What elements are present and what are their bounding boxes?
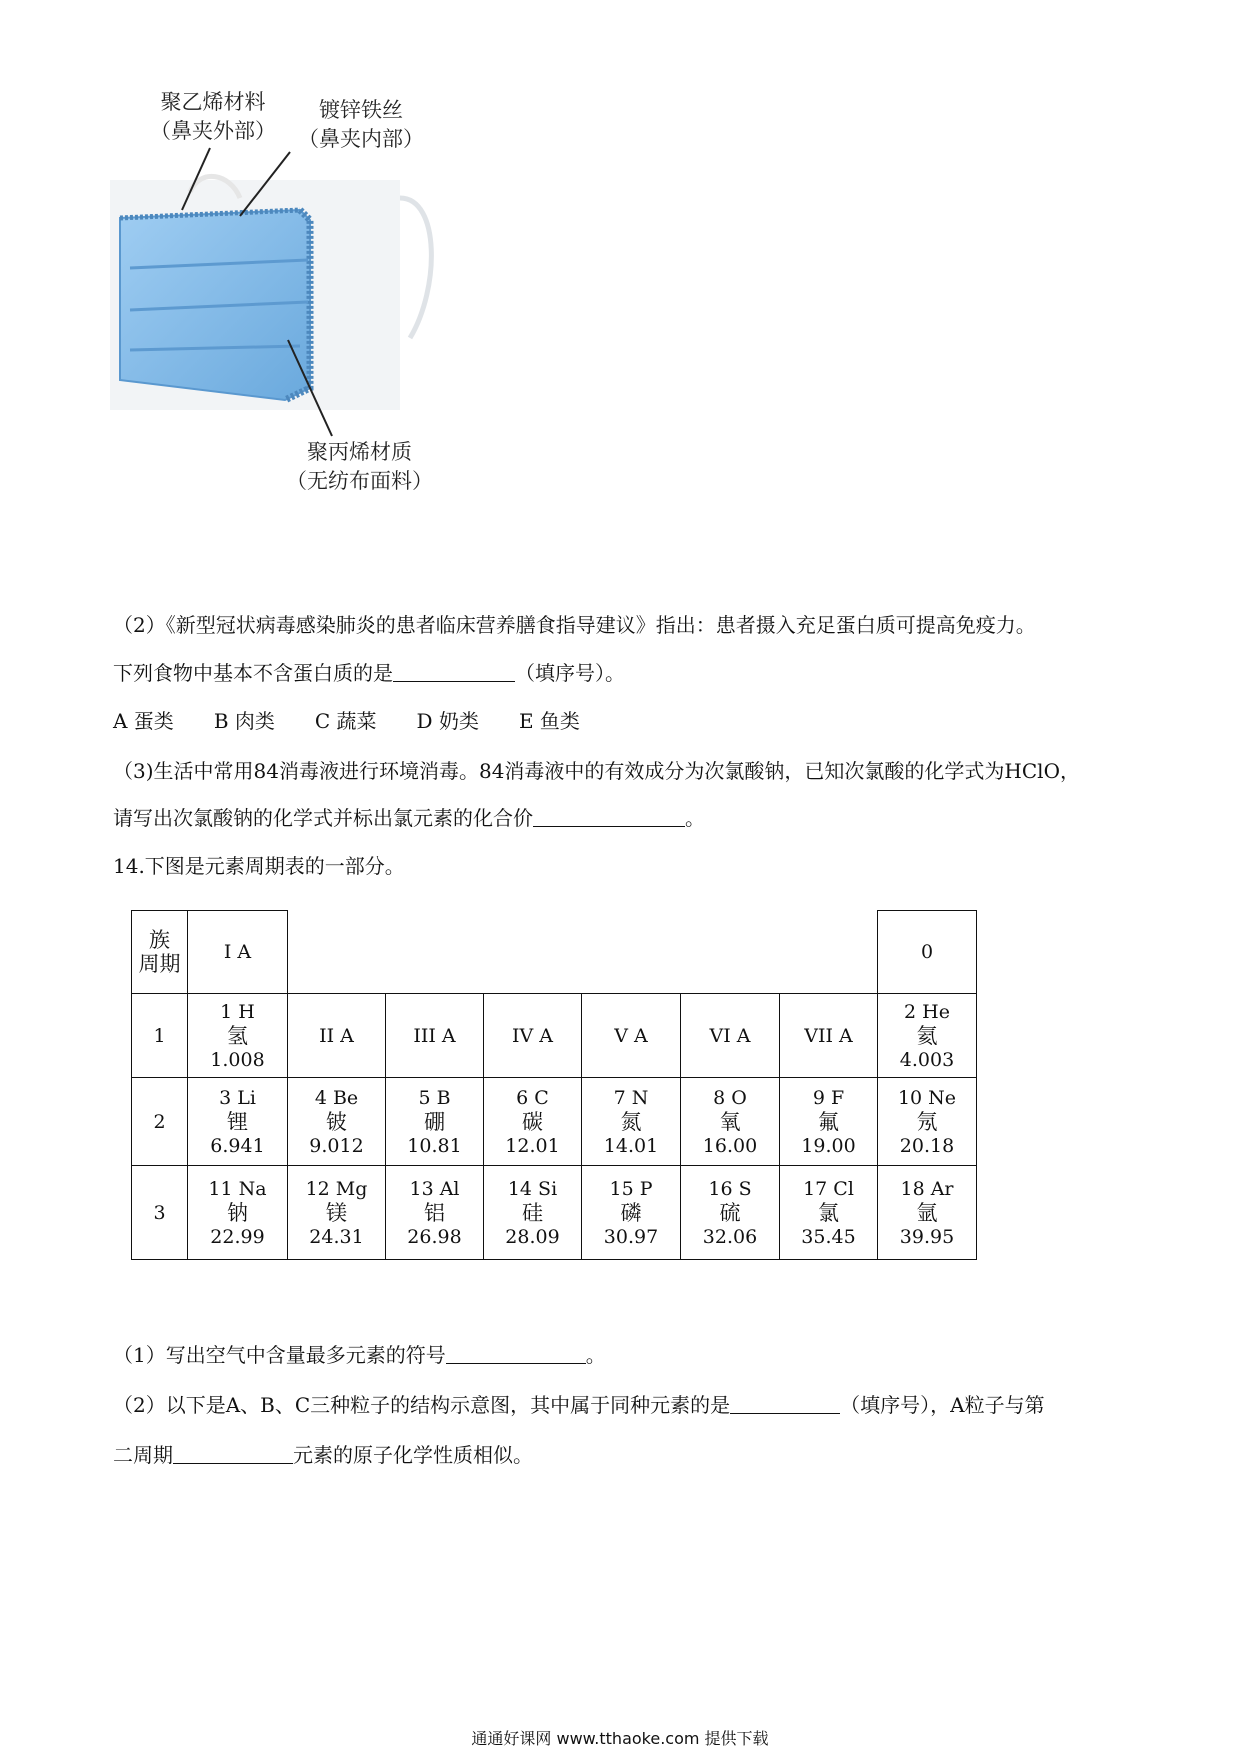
q14-2-line1: （2）以下是A、B、C三种粒子的结构示意图，其中属于同种元素的是 （填序号），A粒子与第	[113, 1393, 1045, 1417]
group-header: VI A	[681, 994, 780, 1078]
label-galvanized-wire: 镀锌铁丝 （鼻夹内部）	[298, 98, 424, 151]
group-header: II A	[288, 994, 386, 1078]
label-polyethylene: 聚乙烯材料 （鼻夹外部）	[150, 90, 276, 143]
group-0: 0	[878, 911, 977, 994]
option-c: C 蔬菜	[314, 709, 377, 733]
corner-header: 族 周期	[132, 911, 188, 994]
element-cell: 9 F 氟 19.00	[780, 1078, 878, 1166]
element-cell: 18 Ar 氩 39.95	[878, 1166, 977, 1260]
empty-area	[288, 911, 878, 994]
group-header: V A	[582, 994, 681, 1078]
element-cell: 6 C 碳 12.01	[484, 1078, 582, 1166]
answer-blank	[173, 1441, 293, 1464]
element-cell: 15 P 磷 30.97	[582, 1166, 681, 1260]
element-cell: 1 H 氢 1.008	[188, 994, 288, 1078]
answer-blank	[446, 1341, 586, 1364]
q13-3-line2: 请写出次氯酸钠的化学式并标出氯元素的化合价 。	[113, 806, 705, 830]
q14-1: （1）写出空气中含量最多元素的符号 。	[113, 1343, 606, 1367]
element-cell: 14 Si 硅 28.09	[484, 1166, 582, 1260]
element-cell: 2 He 氦 4.003	[878, 994, 977, 1078]
option-a: A 蛋类	[113, 709, 174, 733]
element-cell: 12 Mg 镁 24.31	[288, 1166, 386, 1260]
answer-blank	[730, 1391, 840, 1414]
group-header: IV A	[484, 994, 582, 1078]
period-1: 1	[132, 994, 188, 1078]
element-cell: 11 Na 钠 22.99	[188, 1166, 288, 1260]
element-cell: 7 N 氮 14.01	[582, 1078, 681, 1166]
food-options	[113, 706, 620, 736]
group-header: III A	[386, 994, 484, 1078]
label-polypropylene: 聚丙烯材质 （无纺布面料）	[286, 440, 433, 493]
group-ia: I A	[188, 911, 288, 994]
period-2: 2	[132, 1078, 188, 1166]
q13-2-line2: 下列食物中基本不含蛋白质的是 （填序号）。	[113, 661, 625, 685]
answer-blank	[393, 659, 515, 682]
q14-2-line2: 二周期 元素的原子化学性质相似。	[113, 1443, 533, 1467]
element-cell: 5 B 硼 10.81	[386, 1078, 484, 1166]
element-cell: 13 Al 铝 26.98	[386, 1166, 484, 1260]
element-cell: 4 Be 铍 9.012	[288, 1078, 386, 1166]
period-3: 3	[132, 1166, 188, 1260]
option-e: E 鱼类	[518, 709, 580, 733]
periodic-table	[131, 910, 977, 1260]
q13-2-line1: （2）《新型冠状病毒感染肺炎的患者临床营养膳食指导建议》指出：患者摄入充足蛋白质可提高免疫力。	[113, 613, 1036, 637]
element-cell: 17 Cl 氯 35.45	[780, 1166, 878, 1260]
q13-3-line1: （3)生活中常用84消毒液进行环境消毒。84消毒液中的有效成分为次氯酸钠，已知次氯酸的化学式为HClO，	[113, 759, 1080, 783]
mask-figure	[110, 88, 530, 558]
option-b: B 肉类	[213, 709, 275, 733]
element-cell: 3 Li 锂 6.941	[188, 1078, 288, 1166]
answer-blank	[533, 804, 685, 827]
element-cell: 8 O 氧 16.00	[681, 1078, 780, 1166]
element-cell: 10 Ne 氖 20.18	[878, 1078, 977, 1166]
element-cell: 16 S 硫 32.06	[681, 1166, 780, 1260]
page-footer: 通通好课网 www.tthaoke.com 提供下载	[471, 1729, 769, 1748]
group-header: VII A	[780, 994, 878, 1078]
q14-intro: 14.下图是元素周期表的一部分。	[113, 854, 405, 878]
option-d: D 奶类	[416, 709, 479, 733]
